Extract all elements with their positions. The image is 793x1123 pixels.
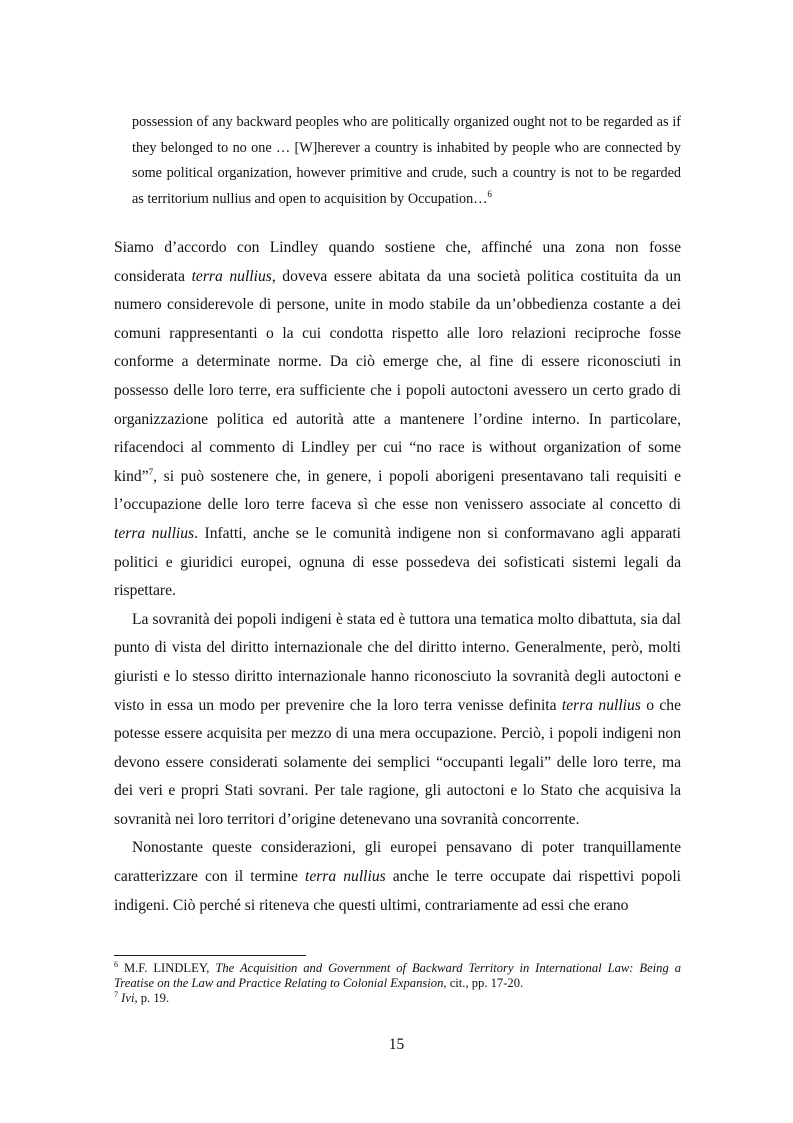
footnote-7 [114, 991, 681, 1006]
paragraph-1 [114, 234, 681, 606]
footnote-6 [114, 961, 681, 991]
footnote-ref-7[interactable]: 7 [148, 466, 154, 477]
footnote-number: 7 [114, 990, 118, 1000]
italic-term: terra nullius [191, 267, 272, 285]
footnote-separator [114, 955, 306, 956]
block-quote-text: possession of any backward peoples who are politically organized ought not to be regarded as if they belonged to no one … [W]herever a country is inhabited by people who are connected by some political organization, however primitive and crude, such a country is not to be regarded as territorium nullius and open to acquisition by Occupation… [132, 114, 681, 207]
page-number: 15 [388, 1036, 405, 1053]
paragraph-2-text: o che potesse essere acquisita per mezzo di una mera occupazione. Perciò, i popoli indigeni non devono essere considerati solamente dei semplici “occupanti legali” delle loro terre, ma dei veri e propri Stati sovrani. Per tale ragione, gli autoctoni e lo Stato che acquisiva la sovranità nei loro territori d’origine detenevano una sovranità concorrente. [114, 696, 682, 828]
footnote-author: M.F. LINDLEY, [123, 961, 216, 975]
paragraph-3-text: anche le terre occupate dai rispettivi popoli indigeni. Ciò perché si riteneva che questi ultimi, contrariamente ad essi che erano [114, 868, 681, 914]
italic-term: terra nullius [304, 868, 386, 886]
block-quote [132, 110, 681, 212]
paragraph-3-text: Nonostante queste considerazioni, gli europei pensavano di poter tranquillamente caratterizzare con il termine [114, 839, 681, 886]
paragraph-3 [114, 834, 681, 920]
paragraph-1-text: , doveva essere abitata da una società politica costituita da un numero considerevole di persone, unite in modo stabile da un’obbedienza costante a dei comuni rappresentanti o la cui condotta rispetto alle loro relazioni reciproche fosse conforme a determinate norme. Da ciò emerge che, al fine di essere riconosciuti in possesso delle loro terre, era sufficiente che i popoli autoctoni avessero un certo grado di organizzazione politica ed autorità atte a mantenere l’ordine interno. In particolare, rifacendoci al commento di Lindley per cui “no race is without organization of some kind” [114, 267, 682, 485]
paragraph-2-text: La sovranità dei popoli indigeni è stata ed è tuttora una tematica molto dibattuta, sia dal punto di vista del diritto internazionale che del diritto interno. Generalmente, però, molti giuristi e lo stesso diritto internazionale hanno riconosciuto la sovranità degli autoctoni e visto in essa un modo per prevenire che la loro terra venisse definita [114, 610, 681, 714]
footnote-number: 6 [114, 960, 118, 969]
italic-term: terra nullius [561, 696, 641, 714]
paragraph-1-text: Siamo d’accordo con Lindley quando sostiene che, affinché una zona non fosse considerata [114, 239, 681, 285]
italic-term: terra nullius [114, 524, 195, 542]
footnote-ref-6[interactable]: 6 [487, 188, 492, 199]
paragraph-1-text: . Infatti, anche se le comunità indigene non si conformavano agli apparati politici e giuridici europei, ognuna di esse possedeva dei sofisticati sistemi legali da rispettare. [114, 524, 681, 600]
paragraph-2 [114, 606, 681, 835]
paragraph-1-text: , si può sostenere che, in genere, i popoli aborigeni presentavano tali requisiti e l’occupazione delle loro terre faceva sì che esse non venissero associate al concetto di [114, 467, 681, 514]
footnotes [114, 961, 681, 1007]
footnote-title: The Acquisition and Government of Backward Territory in International Law: Being a Treatise on the Law and Practice Relating to Colonial Expansion [114, 961, 681, 991]
footnote-citation: , cit., pp. 17-20. [443, 976, 524, 991]
footnote-title: Ivi [121, 991, 135, 1006]
body-text [114, 234, 681, 920]
footnote-citation: , p. 19. [134, 991, 170, 1006]
